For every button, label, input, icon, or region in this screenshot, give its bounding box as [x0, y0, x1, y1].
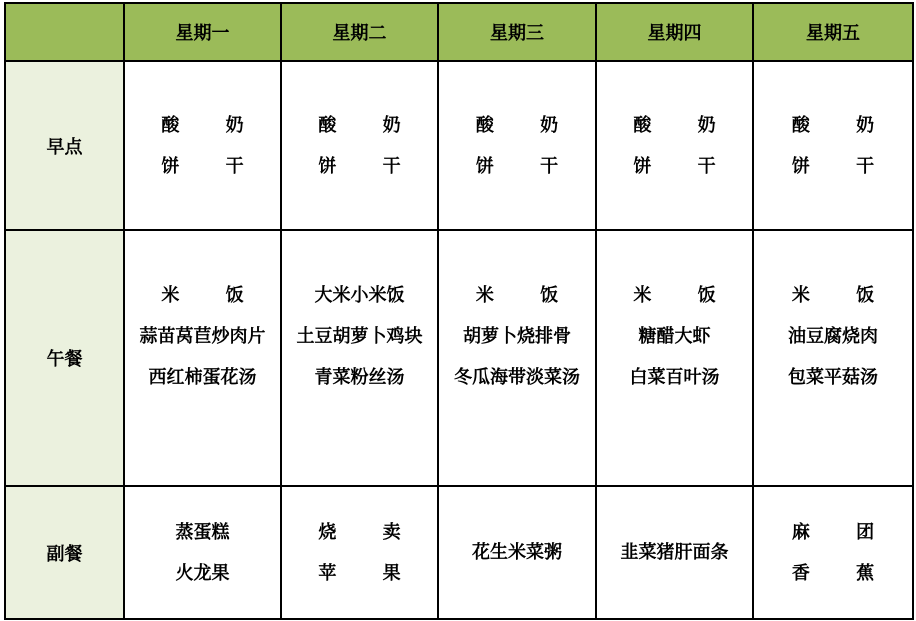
menu-item: 胡萝卜烧排骨 [463, 326, 571, 347]
menu-item: 糖醋大虾 [638, 326, 711, 347]
menu-item: 蒜苗莴苣炒肉片 [139, 326, 266, 347]
menu-item: 韭菜猪肝面条 [620, 542, 729, 563]
meal-row-lunch [5, 230, 913, 486]
menu-cell [124, 230, 281, 486]
menu-item: 烧 卖 [318, 521, 421, 543]
menu-item: 冬瓜海带淡菜汤 [454, 367, 580, 388]
header-row [5, 3, 913, 61]
menu-item: 香 蕉 [791, 562, 895, 584]
menu-item: 麻 团 [791, 521, 895, 543]
menu-item: 米 饭 [633, 285, 736, 306]
menu-cell [281, 486, 438, 619]
weekly-menu-table [4, 2, 914, 620]
meal-label: 午餐 [5, 230, 124, 486]
menu-item: 火龙果 [175, 562, 230, 584]
menu-item: 米 饭 [791, 285, 895, 306]
meal-label: 早点 [5, 61, 124, 230]
menu-item: 酸 奶 [633, 114, 736, 136]
day-header: 星期四 [596, 3, 753, 61]
menu-item: 西红柿蛋花汤 [148, 367, 257, 388]
menu-item: 油豆腐烧肉 [788, 326, 878, 347]
meal-row-breakfast [5, 61, 913, 230]
day-header: 星期五 [753, 3, 913, 61]
menu-item: 青菜粉丝汤 [314, 367, 405, 388]
menu-cell [438, 486, 596, 619]
menu-cell [596, 230, 753, 486]
menu-cell [596, 486, 753, 619]
menu-item: 酸 奶 [791, 114, 895, 136]
menu-item: 蒸蛋糕 [175, 521, 230, 543]
menu-item: 酸 奶 [318, 114, 421, 136]
menu-cell [596, 61, 753, 230]
menu-cell [124, 61, 281, 230]
menu-cell [124, 486, 281, 619]
menu-item: 白菜百叶汤 [629, 367, 720, 388]
menu-cell [438, 230, 596, 486]
day-header: 星期三 [438, 3, 596, 61]
menu-item: 饼 干 [318, 155, 421, 177]
menu-item: 大米小米饭 [314, 285, 405, 306]
menu-cell [281, 61, 438, 230]
day-header: 星期二 [281, 3, 438, 61]
menu-cell [438, 61, 596, 230]
menu-cell [753, 486, 913, 619]
menu-cell [753, 230, 913, 486]
menu-item: 包菜平菇汤 [788, 367, 878, 388]
menu-item: 米 饭 [475, 285, 579, 306]
menu-item: 饼 干 [475, 155, 579, 177]
menu-item: 饼 干 [791, 155, 895, 177]
corner-cell [5, 3, 124, 61]
day-header: 星期一 [124, 3, 281, 61]
menu-item: 酸 奶 [161, 114, 264, 136]
menu-item: 土豆胡萝卜鸡块 [296, 326, 423, 347]
menu-cell [753, 61, 913, 230]
menu-item: 花生米菜粥 [472, 542, 562, 563]
meal-row-snack [5, 486, 913, 619]
meal-label: 副餐 [5, 486, 124, 619]
menu-item: 苹 果 [318, 562, 421, 584]
menu-cell [281, 230, 438, 486]
menu-item: 酸 奶 [475, 114, 579, 136]
menu-item: 米 饭 [161, 285, 264, 306]
menu-item: 饼 干 [161, 155, 264, 177]
menu-item: 饼 干 [633, 155, 736, 177]
